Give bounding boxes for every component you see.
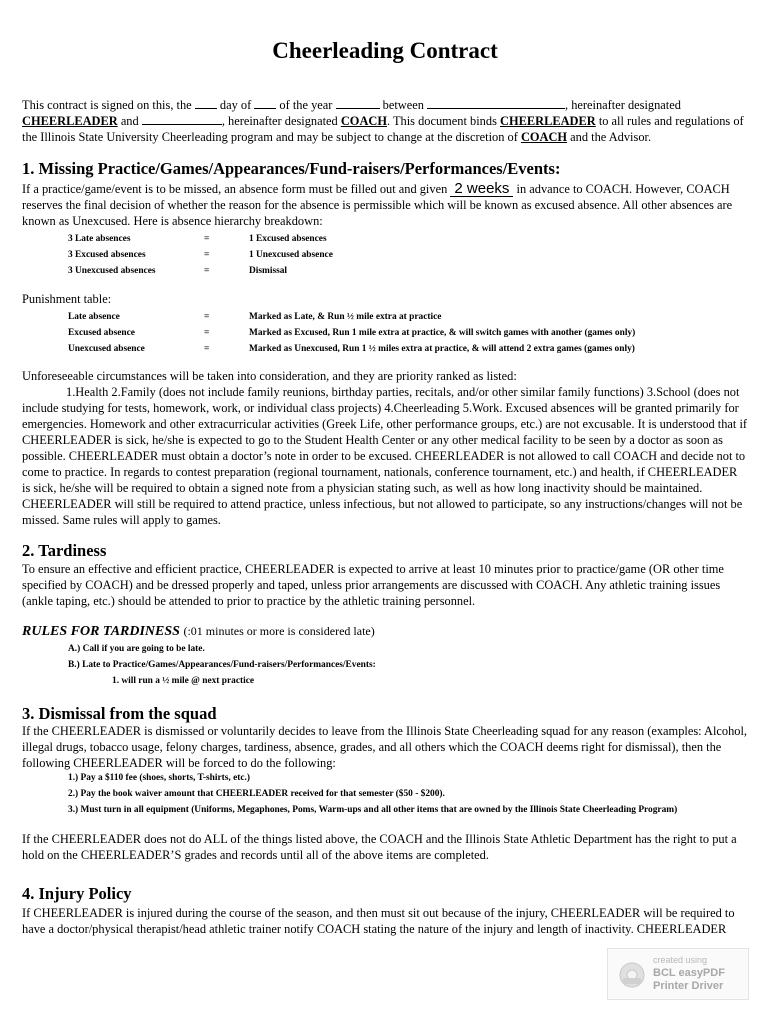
intro-text: , hereinafter designated (221, 114, 338, 128)
document-title: Cheerleading Contract (272, 38, 498, 63)
value-cell: 1 Excused absences (249, 234, 327, 244)
intro-text: between (382, 98, 424, 112)
cheerleader-term: CHEERLEADER (500, 114, 596, 128)
section-1-text: If a practice/game/event is to be missed, an absence form must be filled out and given (22, 182, 448, 196)
intro-text: and the Advisor. (570, 130, 652, 144)
section-4-paragraph: If CHEERLEADER is injured during the course of the season, and then must sit out because of the injury, CHEERLEADER will be required to have a doctor/physical therapist/head athletic trainer notify COACH stating the nature of the injury and length of inactivity. CHEERLEADER (22, 906, 735, 936)
value-cell: 1 Unexcused absence (249, 250, 333, 260)
priority-paragraph: 1.Health 2.Family (does not include family reunions, birthday parties, recitals, and/or other similar family functions) 3.School (does not include studying for tests, homework, work, or individual class projects) 4.Cheerleading 5.Work. Excused absences will be granted primarily for emergencies. Homework and other extracurricular activities (Greek Life, other performance groups, etc.) are not excusable. It is understood that if CHEERLEADER is sick, he/she is expected to go to the Student Health Center or any other medical facility to be seen by a doctor as soon as possible. CHEERLEADER must obtain a doctor’s note in order to be excused. CHEERLEADER is not allowed to call COACH and decide not to come to practice. In regards to contest preparation (regional tournament, nationals, conference tournament, etc.) and health, if CHEERLEADER is sick, he/she will be required to obtain a signed note from a physician stating such, as well as how long inactivity should be maintained. CHEERLEADER will still be required to attend practice, unless infectious, but not allowed to participate, so any instructions/changes will not be missed. Same rules will apply to games. (22, 385, 748, 527)
printer-disc-icon (618, 961, 646, 989)
equals-cell: = (204, 234, 210, 244)
equals-cell: = (204, 344, 210, 354)
list-item: B.) Late to Practice/Games/Appearances/Fund-raisers/Performances/Events: (68, 660, 376, 670)
equals-cell: = (204, 312, 210, 322)
value-cell: Marked as Unexcused, Run 1 ½ miles extra at practice, & will attend 2 extra games (games only) (249, 344, 635, 354)
intro-paragraph (22, 97, 748, 145)
tardiness-sub-rule (112, 673, 254, 689)
equals-cell: = (204, 250, 210, 260)
watermark-line: BCL easyPDF (653, 967, 725, 979)
day-number-blank[interactable] (195, 97, 217, 109)
rules-heading-text: RULES FOR TARDINESS (22, 624, 180, 639)
tardiness-rules-list (68, 641, 376, 673)
pdf-creator-watermark (607, 948, 749, 1000)
coach-term: COACH (340, 114, 387, 128)
equals-cell: = (204, 328, 210, 338)
cheerleader-term: CHEERLEADER (22, 114, 118, 128)
intro-text: , hereinafter designated (565, 98, 681, 112)
rules-tardiness-heading (22, 624, 375, 640)
punishment-table-label: Punishment table: (22, 292, 112, 306)
month-blank[interactable] (254, 97, 276, 109)
cheerleader-name-blank[interactable] (427, 97, 565, 109)
section-3-paragraph: If the CHEERLEADER is dismissed or voluntarily decides to leave from the Illinois State Cheerleading squad for any reason (examples: Alcohol, illegal drugs, tobacco usage, felony charges, tardiness, absence, grades, and all others which the COACH deems right for dismissal), then the following CHEERLEADER will be forced to do the following: (22, 724, 748, 770)
intro-text: to all rules and regulations of the Illinois State University Cheerleading program and may be subject to change at the discretion of (22, 114, 744, 144)
list-item: 3.) Must turn in all equipment (Uniforms, Megaphones, Poms, Warm-ups and all other items that are owned by the Illinois State Cheerleading Program) (68, 805, 678, 815)
dismissal-consequence-paragraph: If the CHEERLEADER does not do ALL of the things listed above, the COACH and the Illinois State Athletic Department has the right to put a hold on the CHEERLEADER’S grades and records until all of the above items are completed. (22, 832, 737, 862)
handwritten-notice-period: 2 weeks (450, 182, 513, 197)
intro-text: of the year (279, 98, 333, 112)
list-item: A.) Call if you are going to be late. (68, 644, 205, 654)
intro-text: and (120, 114, 139, 128)
section-1-paragraph (22, 181, 748, 229)
section-3-heading: 3. Dismissal from the squad (22, 704, 217, 723)
watermark-line: created using (653, 955, 708, 965)
section-2-heading: 2. Tardiness (22, 541, 107, 560)
unforeseeable-paragraph: Unforeseeable circumstances will be taken into consideration, and they are priority ranked as listed: (22, 369, 517, 383)
section-1-heading: 1. Missing Practice/Games/Appearances/Fund-raisers/Performances/Events: (22, 159, 561, 178)
intro-text: . This document binds (386, 114, 497, 128)
section-1-text: in advance to COACH. However, COACH reserves the final decision of whether the reason for the absence is permissible which will be known as excused absence. All other absences are known as Unexcused. Here is absence hierarchy breakdown: (22, 182, 733, 228)
watermark-line: Printer Driver (653, 980, 724, 992)
section-4-heading: 4. Injury Policy (22, 884, 132, 903)
section-2-paragraph: To ensure an effective and efficient practice, CHEERLEADER is expected to arrive at least 10 minutes prior to practice/game (OR other time specified by COACH) and be dressed properly and taped, unless prior arrangements are discussed with COACH. Any athletic training issues (ankle taping, etc.) should be attended to prior to practice by the athletic training personnel. (22, 562, 724, 608)
value-cell: Marked as Excused, Run 1 mile extra at practice, & will switch games with another (games only) (249, 328, 636, 338)
term-cell: 3 Unexcused absences (68, 266, 156, 276)
value-cell: Dismissal (249, 266, 288, 276)
term-cell: Excused absence (68, 328, 135, 338)
term-cell: 3 Excused absences (68, 250, 146, 260)
rules-note: (:01 minutes or more is considered late) (183, 624, 375, 638)
coach-term: COACH (520, 130, 568, 144)
term-cell: Late absence (68, 312, 120, 322)
intro-text: This contract is signed on this, the (22, 98, 192, 112)
list-item: 1.) Pay a $110 fee (shoes, shorts, T-shirts, etc.) (68, 773, 251, 783)
term-cell: 3 Late absences (68, 234, 131, 244)
intro-text: day of (219, 98, 252, 112)
list-item: 2.) Pay the book waiver amount that CHEERLEADER received for that semester ($50 - $200). (68, 789, 445, 799)
value-cell: Marked as Late, & Run ½ mile extra at practice (249, 312, 442, 322)
equals-cell: = (204, 266, 210, 276)
year-blank[interactable] (336, 97, 380, 109)
list-item: 1. will run a ½ mile @ next practice (112, 676, 255, 686)
dismissal-items-list (68, 770, 677, 818)
coach-name-blank[interactable] (142, 113, 222, 125)
term-cell: Unexcused absence (68, 344, 145, 354)
